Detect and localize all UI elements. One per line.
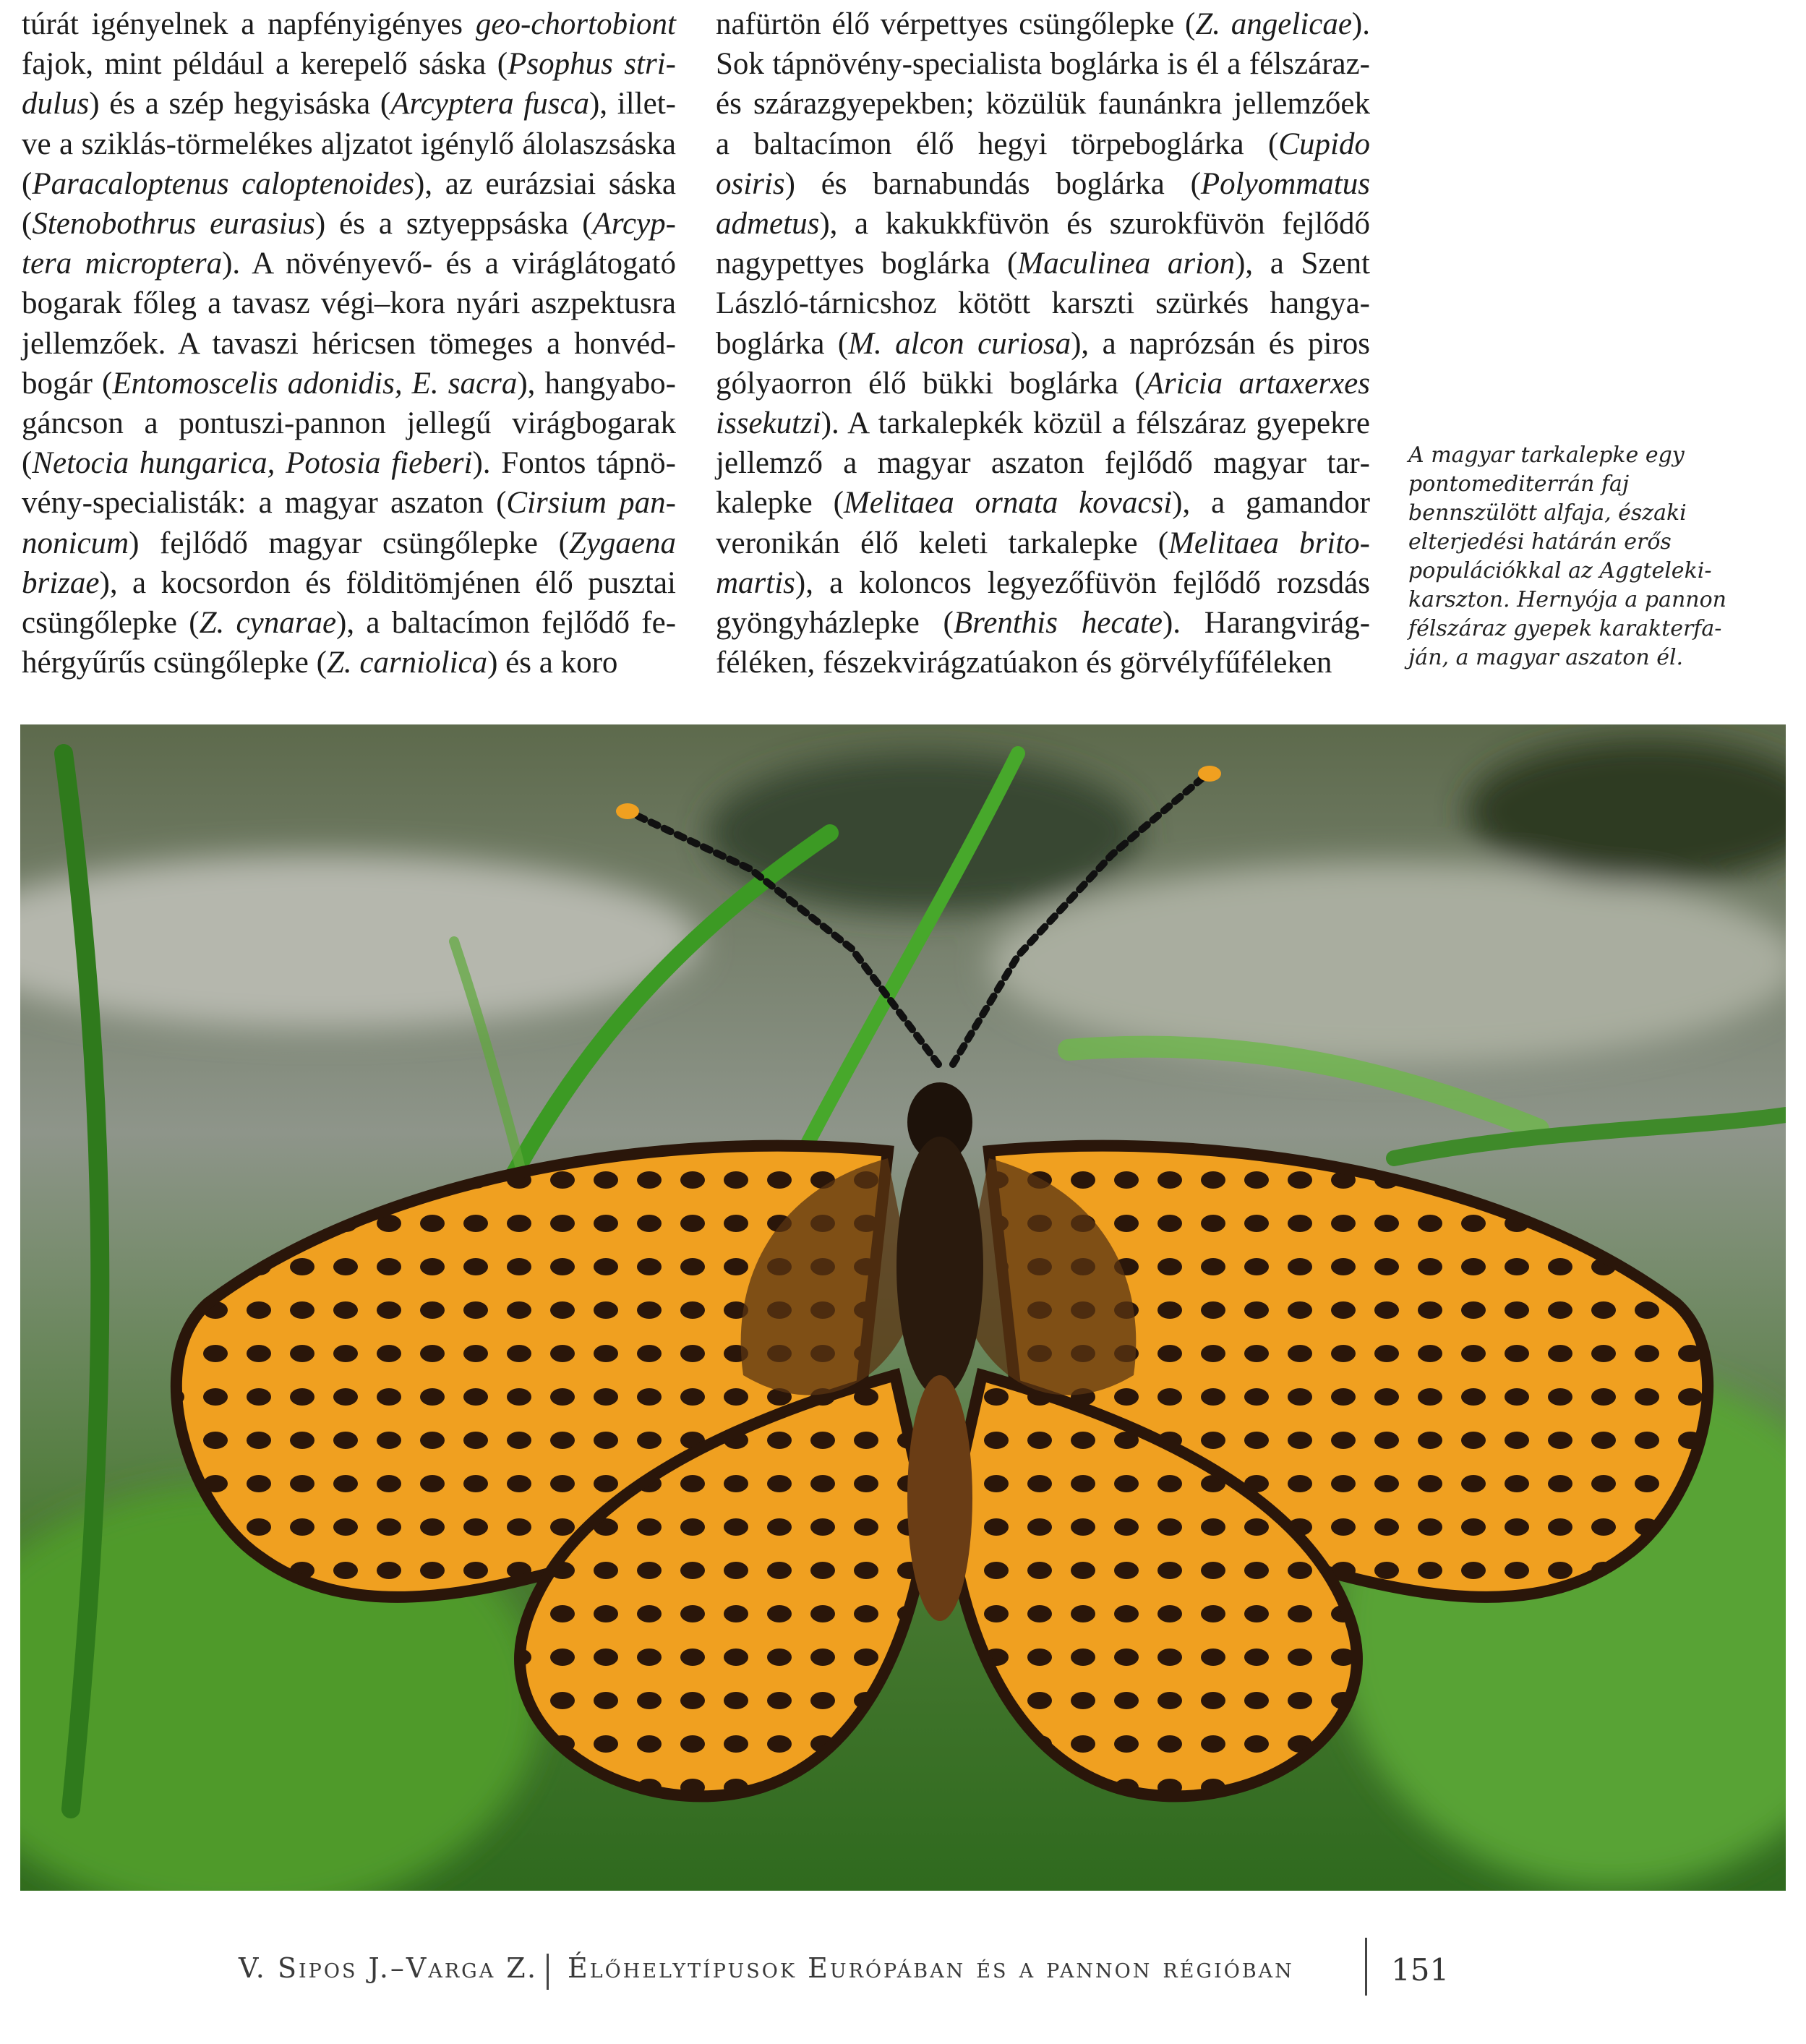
species-name: Melitaea britomartis xyxy=(716,526,1370,600)
species-name: Arcyptera fusca xyxy=(390,87,590,121)
species-name: Paracaloptenus caloptenoides xyxy=(32,166,415,201)
running-head-authors: V. Sipos J.–Varga Z. xyxy=(239,1952,539,1984)
body-text: ). A tarkalepkék közül a félszáraz gyepekre jellemző a magyar aszaton fejlődő magyar tarkalepke ( xyxy=(716,406,1370,521)
body-text: ), a naprózsán és piros gólyaorron élő bükki boglárka ( xyxy=(716,326,1370,401)
body-text: ), a kakukkfüvön és szurokfüvön fejlődő nagypettyes boglárka ( xyxy=(716,207,1370,281)
species-name: Z. cynarae xyxy=(199,606,337,641)
body-text: ) és a szép hegyisáska ( xyxy=(89,87,391,121)
species-name: Melitaea ornata kovacsi xyxy=(843,486,1173,521)
body-text: ), illetve a sziklás-törmelékes aljzatot igénylő álolaszsáska ( xyxy=(22,87,676,201)
species-name: Z. angelicae xyxy=(1195,7,1352,41)
body-text: ). Sok tápnövény-specialista boglárka is él a félszáraz- és szárazgyepekben; közülük faunánkra jellemzőek a baltacímon élő hegyi törpeboglárka ( xyxy=(716,7,1370,161)
body-text: ), a baltacímon fejlődő fehérgyűrűs csüngőlepke ( xyxy=(22,606,677,680)
species-name: Polyommatus admetus xyxy=(716,166,1370,241)
body-text: ) és a koro xyxy=(487,646,618,680)
body-text: túrát igényelnek a napfényigényes xyxy=(22,7,476,41)
species-name: Entomoscelis adonidis, E. sacra xyxy=(112,366,518,401)
body-text: ). Fontos tápnövény-specialisták: a magyar aszaton ( xyxy=(22,446,676,521)
text-column-left xyxy=(22,4,676,683)
footer-divider xyxy=(547,1954,549,1990)
running-head-book-title: Élőhelytípusok Európában és a pannon régióban xyxy=(568,1952,1294,1984)
footer-divider xyxy=(1365,1938,1367,1996)
species-name: Netocia hungarica, Potosia fieberi xyxy=(32,446,473,481)
body-text: ), a Szent László-tárnicshoz kötött karszti szürkés hangyaboglárka ( xyxy=(716,247,1371,361)
species-name: Maculinea arion xyxy=(1017,247,1236,281)
species-name: Cirsium pannonicum xyxy=(22,486,676,560)
body-text: fajok, mint például a kerepelő sáska ( xyxy=(22,47,508,82)
page-footer xyxy=(0,1938,1806,1996)
butterfly-photo xyxy=(20,724,1786,1891)
body-text: ) és barnabundás boglárka ( xyxy=(784,166,1201,201)
species-name: M. alcon curiosa xyxy=(848,326,1071,361)
species-name: Cupido osiris xyxy=(716,127,1370,201)
text-column-right xyxy=(716,4,1370,683)
body-text: ). A növényevő- és a viráglátogató bogarak főleg a tavasz végi–kora nyári aszpektusra jellemzőek. A tavaszi héricsen tömeges a honvédbogár ( xyxy=(22,247,676,401)
species-name: geo-chortobiont xyxy=(475,7,676,41)
photo-caption: A magyar tarkalepke egy pontomediterrán faj bennszülött alfaja, északi elterjedési határán erős populációkkal az Aggteleki-karszton. Hernyója a pannon félszáraz gyepek karakterfaján, a magyar aszaton él. xyxy=(1408,442,1726,670)
page-number: 151 xyxy=(1391,1952,1450,1988)
species-name: Stenobothrus eurasius xyxy=(32,207,315,241)
species-name: Psophus stridulus xyxy=(22,47,676,121)
species-name: Brenthis hecate xyxy=(953,606,1163,641)
body-text: nafürtön élő vérpettyes csüngőlepke ( xyxy=(716,7,1196,41)
species-name: Aricia artaxerxes issekutzi xyxy=(716,366,1370,441)
body-text: ) fejlődő magyar csüngőlepke ( xyxy=(129,526,569,560)
body-text: ), a gamandor veronikán élő keleti tarkalepke ( xyxy=(716,486,1371,560)
body-text: ) és a sztyeppsáska ( xyxy=(314,207,593,241)
body-text: ), a koloncos legyezőfüvön fejlődő rozsdás gyöngyházlepke ( xyxy=(716,565,1370,641)
body-text: ), hangyabogáncson a pontuszi-pannon jellegű virágbogarak ( xyxy=(22,366,676,481)
body-text: ), a kocsordon és földitömjénen élő pusztai csüngőlepke ( xyxy=(22,565,676,641)
body-text: ), az eurázsiai sáska ( xyxy=(22,166,676,241)
species-name: Zygaena brizae xyxy=(22,526,676,600)
species-name: Z. carniolica xyxy=(326,646,488,680)
body-text: ). Harangvirágféléken, fészekvirágzatúakon és görvélyfűféleken xyxy=(716,606,1371,680)
species-name: Arcyptera microptera xyxy=(22,207,676,281)
